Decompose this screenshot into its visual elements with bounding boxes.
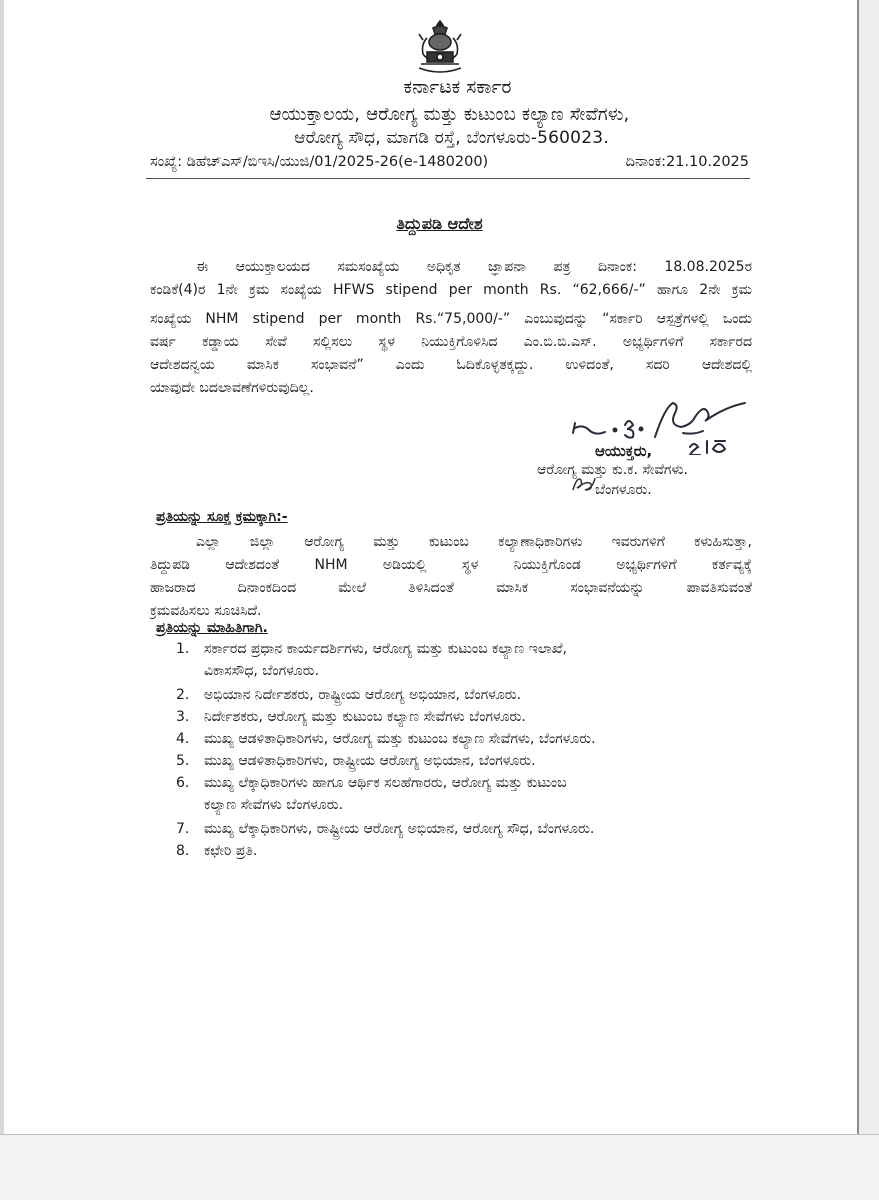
government-name: ಕರ್ನಾಟಕ ಸರ್ಕಾರ <box>403 76 512 98</box>
signatory-designation: ಆಯುಕ್ತರು, <box>595 442 653 460</box>
list-item-number: 8. <box>176 843 190 859</box>
copy-action-body <box>150 531 752 623</box>
reference-number: ಸಂಖ್ಯೆ: ಡಿಹೆಚ್ಎಸ್/ಬಿಇಸಿ/ಯುಜಿ/01/2025-26(e-1480200) <box>150 154 489 170</box>
list-item-number: 7. <box>176 821 190 837</box>
list-item-text: ಮುಖ್ಯ ಆಡಳಿತಾಧಿಕಾರಿಗಳು, ರಾಷ್ಟ್ರೀಯ ಆರೋಗ್ಯ ಅಭಿಯಾನ, ಬೆಂಗಳೂರು. <box>204 753 536 769</box>
list-item-number: 2. <box>176 687 190 703</box>
list-item-text: ನಿರ್ದೇಶಕರು, ಆರೋಗ್ಯ ಮತ್ತು ಕುಟುಂಬ ಕಲ್ಯಾಣ ಸೇವೆಗಳು ಬೆಂಗಳೂರು. <box>204 709 526 725</box>
list-item-text: ಮುಖ್ಯ ಲೆಕ್ಕಾಧಿಕಾರಿಗಳು, ರಾಷ್ಟ್ರೀಯ ಆರೋಗ್ಯ ಅಭಿಯಾನ, ಆರೋಗ್ಯ ಸೌಧ, ಬೆಂಗಳೂರು. <box>204 821 595 837</box>
list-item-text: ವಿಕಾಸಸೌಧ, ಬೆಂಗಳೂರು. <box>204 663 320 679</box>
scan-border-bottom <box>0 1135 879 1200</box>
list-item-number: 4. <box>176 731 190 747</box>
karnataka-emblem-icon <box>413 18 467 76</box>
order-date: ದಿನಾಂಕ:21.10.2025 <box>625 154 749 170</box>
office-name: ಆಯುಕ್ತಾಲಯ, ಆರೋಗ್ಯ ಮತ್ತು ಕುಟುಂಬ ಕಲ್ಯಾಣ ಸೇವೆಗಳು, <box>269 104 630 125</box>
scan-edge-right <box>857 0 859 1135</box>
scan-border-left <box>0 0 4 1200</box>
header-divider <box>146 178 750 179</box>
body-line: ಯಾವುದೇ ಬದಲಾವಣೆಗಳಿರುವುದಿಲ್ಲ. <box>150 380 314 396</box>
list-item-number: 1. <box>176 641 190 657</box>
copy-action-line: ಹಾಜರಾದ ದಿನಾಂಕದಿಂದ ಮೇಲೆ ತಿಳಿಸಿದಂತೆ ಮಾಸಿಕ ಸಂಭಾವನೆಯನ್ನು ಪಾವತಿಸುವಂತೆ <box>150 580 752 596</box>
office-address: ಆರೋಗ್ಯ ಸೌಧ, ಮಾಗಡಿ ರಸ್ತೆ, ಬೆಂಗಳೂರು-560023. <box>294 128 609 148</box>
copy-action-line: ಕ್ರಮವಹಿಸಲು ಸೂಚಿಸಿದೆ. <box>150 603 262 619</box>
order-title <box>0 214 879 234</box>
copy-info-heading: ಪ್ರತಿಯನ್ನು ಮಾಹಿತಿಗಾಗಿ. <box>156 620 268 636</box>
initial-scribble <box>570 470 598 496</box>
body-line: ಕಂಡಿಕೆ(4)ರ 1ನೇ ಕ್ರಮ ಸಂಖ್ಯೆಯ HFWS stipend per month Rs. “62,666/-” ಹಾಗೂ 2ನೇ ಕ್ರಮ <box>150 282 752 298</box>
copy-action-line: ತಿದ್ದುಪಡಿ ಆದೇಶದಂತೆ NHM ಅಡಿಯಲ್ಲಿ ಸ್ಥಳ ನಿಯುಕ್ತಿಗೊಂಡ ಅಭ್ಯರ್ಥಿಗಳಿಗೆ ಕರ್ತವ್ಯಕ್ಕೆ <box>150 557 752 573</box>
list-item-number: 3. <box>176 709 190 725</box>
scan-border-right <box>857 0 879 1135</box>
signatory-department: ಆರೋಗ್ಯ ಮತ್ತು ಕು.ಕ. ಸೇವೆಗಳು. <box>537 462 689 478</box>
order-body <box>150 256 752 400</box>
list-item-number: 6. <box>176 775 190 791</box>
body-line: ವರ್ಷ ಕಡ್ಡಾಯ ಸೇವೆ ಸಲ್ಲಿಸಲು ಸ್ಥಳ ನಿಯುಕ್ತಿಗೊಳಿಸಿದ ಎಂ.ಬಿ.ಬಿ.ಎಸ್. ಅಭ್ಯರ್ಥಿಗಳಿಗೆ ಸರ್ಕಾರದ <box>150 334 752 350</box>
copy-action-line: ಎಲ್ಲಾ ಜಿಲ್ಲಾ ಆರೋಗ್ಯ ಮತ್ತು ಕುಟುಂಬ ಕಲ್ಯಾಣಾಧಿಕಾರಿಗಳು ಇವರುಗಳಿಗೆ ಕಳುಹಿಸುತ್ತಾ, <box>196 534 752 550</box>
list-item-text: ಕಲ್ಯಾಣ ಸೇವೆಗಳು ಬೆಂಗಳೂರು. <box>204 797 344 813</box>
list-item-text: ಮುಖ್ಯ ಲೆಕ್ಕಾಧಿಕಾರಿಗಳು ಹಾಗೂ ಆರ್ಥಿಕ ಸಲಹೆಗಾರರು, ಆರೋಗ್ಯ ಮತ್ತು ಕುಟುಂಬ <box>204 775 567 791</box>
body-line: ಸಂಖ್ಯೆಯ NHM stipend per month Rs.“75,000/-” ಎಂಬುವುದನ್ನು “ಸರ್ಕಾರಿ ಆಸ್ಪತ್ರೆಗಳಲ್ಲಿ ಒಂದು <box>150 311 752 327</box>
list-item-text: ಮುಖ್ಯ ಆಡಳಿತಾಧಿಕಾರಿಗಳು, ಆರೋಗ್ಯ ಮತ್ತು ಕುಟುಂಬ ಕಲ್ಯಾಣ ಸೇವೆಗಳು, ಬೆಂಗಳೂರು. <box>204 731 596 747</box>
signatory-city: ಬೆಂಗಳೂರು. <box>595 482 652 498</box>
list-item-number: 5. <box>176 753 190 769</box>
body-line: ಆದೇಶದನ್ವಯ ಮಾಸಿಕ ಸಂಭಾವನೆ” ಎಂದು ಓದಿಕೊಳ್ಳತಕ್ಕದ್ದು. ಉಳಿದಂತೆ, ಸದರಿ ಆದೇಶದಲ್ಲಿ <box>150 357 752 373</box>
copy-action-heading: ಪ್ರತಿಯನ್ನು ಸೂಕ್ತ ಕ್ರಮಕ್ಕಾಗಿ:- <box>156 509 288 525</box>
list-item-text: ಸರ್ಕಾರದ ಪ್ರಧಾನ ಕಾರ್ಯದರ್ಶಿಗಳು, ಆರೋಗ್ಯ ಮತ್ತು ಕುಟುಂಬ ಕಲ್ಯಾಣ ಇಲಾಖೆ, <box>204 641 567 657</box>
body-line: ಈ ಆಯುಕ್ತಾಲಯದ ಸಮಸಂಖ್ಯೆಯ ಅಧಿಕೃತ ಜ್ಞಾಪನಾ ಪತ್ರ ದಿನಾಂಕ: 18.08.2025ರ <box>196 259 752 275</box>
order-title-text: ತಿದ್ದುಪಡಿ ಆದೇಶ <box>396 214 483 233</box>
list-item-text: ಕಛೇರಿ ಪ್ರತಿ. <box>204 843 258 859</box>
list-item-text: ಅಭಿಯಾನ ನಿರ್ದೇಶಕರು, ರಾಷ್ಟ್ರೀಯ ಆರೋಗ್ಯ ಅಭಿಯಾನ, ಬೆಂಗಳೂರು. <box>204 687 522 703</box>
